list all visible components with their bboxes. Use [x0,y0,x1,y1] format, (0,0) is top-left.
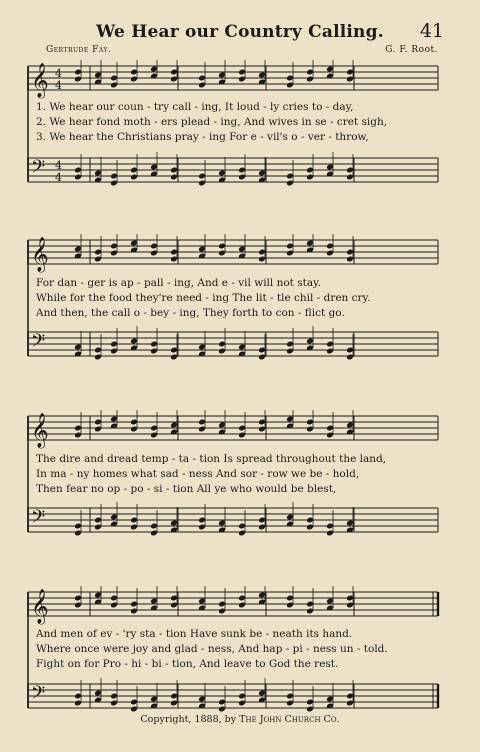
lyric-line-s2-v1: For dan - ger is ap - pall - ing, And e - vil will not stay. [36,277,321,289]
svg-text:𝄞: 𝄞 [31,413,49,448]
lyric-line-s3-v1: The dire and dread temp - ta - tion Is spread throughout the land, [36,453,387,465]
bass-staff [20,502,442,546]
lyric-line-s4-v1: And men of ev - 'ry sta - tion Have sunk be - neath its hand. [36,628,353,640]
svg-text:𝄞: 𝄞 [31,237,49,272]
lyric-line-s1-v3: 3. We hear the Christians pray - ing For e - vil's o - ver - throw, [36,131,369,143]
copyright-text: Copyright, 1888, by [140,714,237,725]
svg-text:𝄢: 𝄢 [31,507,46,532]
svg-text:𝄞: 𝄞 [31,589,49,624]
svg-text:4: 4 [55,79,62,92]
treble-staff [20,410,442,454]
lyricist-credit: Gertrude Fay. [46,45,112,55]
bass-staff [20,326,442,370]
svg-text:𝄢: 𝄢 [31,683,46,708]
lyric-line-s3-v3: Then fear no op - po - si - tion All ye who would be blest, [36,483,337,495]
lyric-line-s1-v1: 1. We hear our coun - try call - ing, It loud - ly cries to - day, [36,101,354,113]
lyric-line-s3-v2: In ma - ny homes what sad - ness And sor - row we be - hold, [36,468,360,480]
lyric-line-s2-v2: While for the food they're need - ing The lit - tle chil - dren cry. [36,292,371,304]
svg-text:𝄞: 𝄞 [31,63,49,98]
lyric-line-s4-v2: Where once were joy and glad - ness, And hap - pi - ness un - told. [36,643,388,655]
svg-text:𝄢: 𝄢 [31,331,46,356]
lyric-line-s4-v3: Fight on for Pro - hi - bi - tion, And leave to God the rest. [36,658,339,670]
copyright-line [0,714,480,725]
svg-text:4: 4 [55,67,62,80]
svg-text:4: 4 [55,159,62,172]
treble-staff [20,60,442,104]
lyric-line-s1-v2: 2. We hear fond moth - ers plead - ing, And wives in se - cret sigh, [36,116,388,128]
svg-text:𝄢: 𝄢 [31,157,46,182]
page-number: 41 [419,20,444,42]
treble-staff [20,586,442,630]
publisher-name: The John Church Co. [239,714,340,725]
treble-staff [20,234,442,278]
bass-staff [20,152,442,196]
svg-text:4: 4 [55,171,62,184]
composer-credit: G. F. Root. [385,45,438,55]
hymn-title: We Hear our Country Calling. [96,22,384,42]
lyric-line-s2-v3: And then, the call o - bey - ing, They forth to con - flict go. [36,307,345,319]
